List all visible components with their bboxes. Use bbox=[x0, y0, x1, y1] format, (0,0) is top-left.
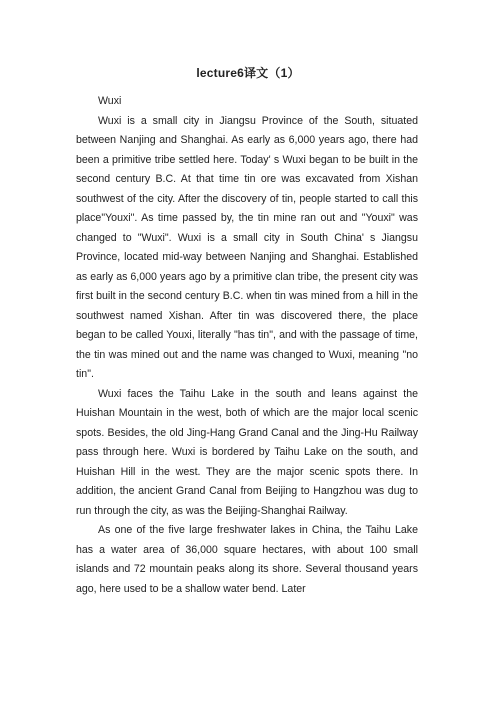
body-text bbox=[76, 92, 418, 599]
paragraph: Wuxi faces the Taihu Lake in the south and leans against the Huishan Mountain in the west, both of which are the major local scenic spots. Besides, the old Jing-Hang Grand Canal and the Jing-Hu Railway pass through here. Wuxi is bordered by Taihu Lake on the south, and Huishan Hill in the west. They are the major scenic spots there. In addition, the ancient Grand Canal from Beijing to Hangzhou was dug to run through the city, as was the Beijing-Shanghai Railway. bbox=[76, 387, 418, 517]
page-title: lecture6译文（1） bbox=[196, 66, 300, 80]
section-heading: Wuxi bbox=[98, 95, 122, 107]
paragraph: As one of the five large freshwater lakes in China, the Taihu Lake has a water area of 36,000 square hectares, with about 100 small islands and 72 mountain peaks along its shore. Several thousand years ago, here used to be a shallow water bend. Later bbox=[76, 524, 418, 595]
paragraph: Wuxi is a small city in Jiangsu Province of the South, situated between Nanjing and Shanghai. As early as 6,000 years ago, there had been a primitive tribe settled here. Today' s Wuxi began to be built in the second century B.C. At that time tin ore was excavated from Xishan southwest of the city. After the discovery of tin, people started to call this place"Youxi". As time passed by, the tin mine ran out and "Youxi" was changed to "Wuxi". Wuxi is a small city in South China' s Jiangsu Province, located mid-way between Nanjing and Shanghai. Established as early as 6,000 years ago by a primitive clan tribe, the present city was first built in the second century B.C. when tin was mined from a hill in the southwest named Xishan. After tin was discovered there, the place began to be called Youxi, literally "has tin", and with the passage of time, the tin was mined out and the name was changed to Wuxi, meaning "no tin". bbox=[76, 114, 418, 380]
